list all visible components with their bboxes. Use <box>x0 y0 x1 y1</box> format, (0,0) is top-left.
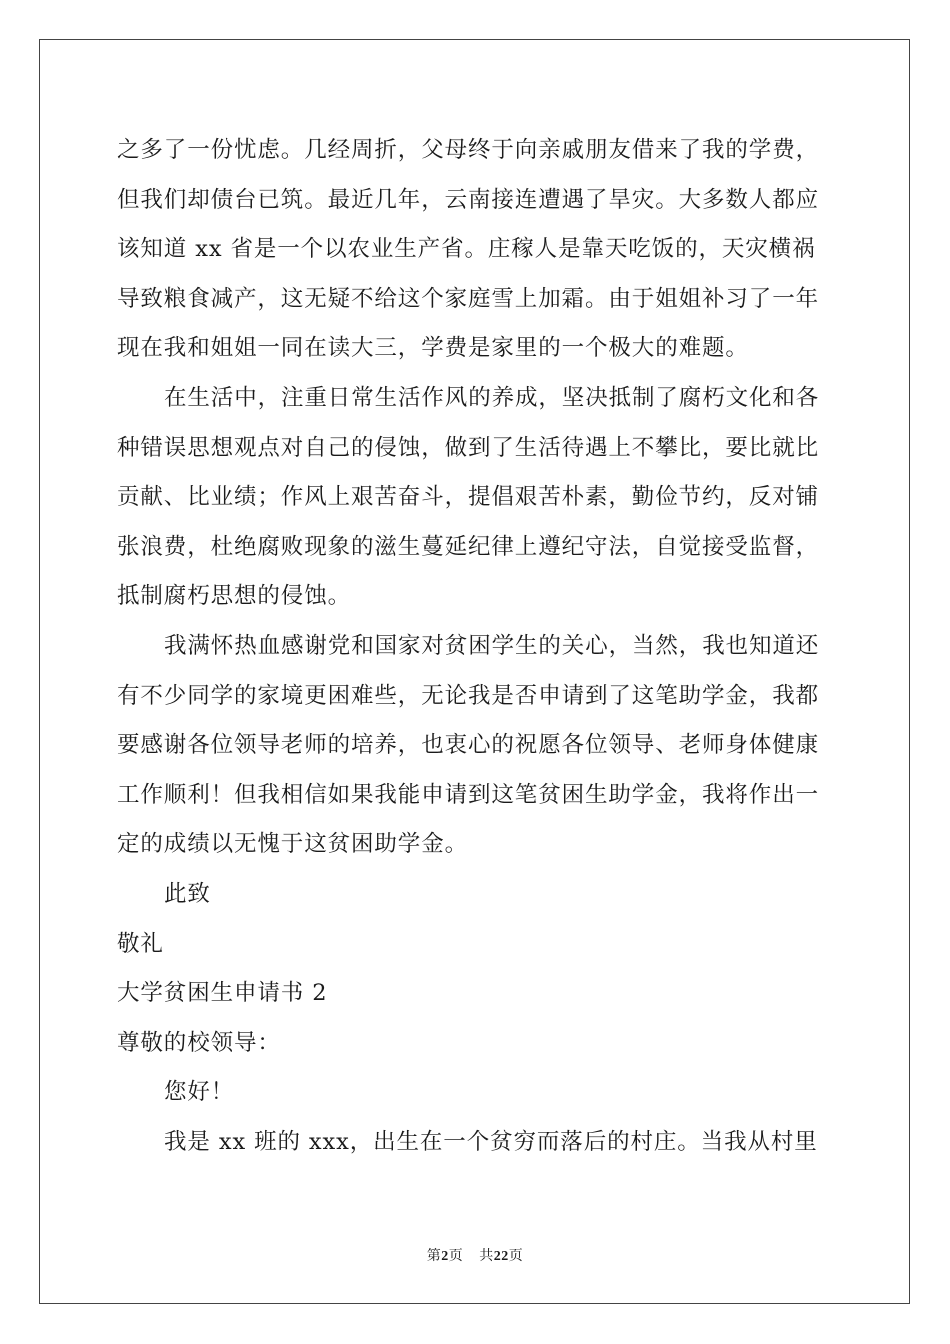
letter-greeting: 您好！ <box>164 1079 235 1106</box>
footer-page-number: 2 <box>441 1249 449 1264</box>
closing-regards: 敬礼 <box>117 930 164 957</box>
text-line: 工作顺利！但我相信如果我能申请到这笔贫困生助学金，我将作出一 <box>117 781 820 808</box>
paragraph-start-line: 我满怀热血感谢党和国家对贫困学生的关心，当然，我也知道还 <box>164 632 820 659</box>
closing-salutation: 此致 <box>164 880 211 907</box>
text-line: 贡献、比业绩；作风上艰苦奋斗，提倡艰苦朴素，勤俭节约，反对铺 <box>117 484 820 511</box>
text-line: 定的成绩以无愧于这贫困助学金。 <box>117 831 469 858</box>
footer-page-suffix: 页 <box>448 1248 464 1264</box>
text-line: 该知道 xx 省是一个以农业生产省。庄稼人是靠天吃饭的，天灾横祸 <box>117 236 816 263</box>
section-title: 大学贫困生申请书 2 <box>117 980 328 1007</box>
paragraph-start-line: 我是 xx 班的 xxx，出生在一个贫穷而落后的村庄。当我从村里 <box>164 1128 818 1155</box>
letter-addressee: 尊敬的校领导： <box>117 1029 281 1056</box>
document-body <box>117 126 833 1167</box>
text-line: 现在我和姐姐一同在读大三，学费是家里的一个极大的难题。 <box>117 335 749 362</box>
footer-total-prefix: 共 <box>479 1248 494 1264</box>
text-line: 种错误思想观点对自己的侵蚀，做到了生活待遇上不攀比，要比就比 <box>117 434 820 461</box>
text-line: 张浪费，杜绝腐败现象的滋生蔓延纪律上遵纪守法，自觉接受监督， <box>117 533 820 560</box>
text-line: 导致粮食减产，这无疑不给这个家庭雪上加霜。由于姐姐补习了一年 <box>117 285 820 312</box>
text-line: 要感谢各位领导老师的培养，也衷心的祝愿各位领导、老师身体健康 <box>117 732 820 759</box>
page-footer <box>0 1246 950 1267</box>
text-line: 之多了一份忧虑。几经周折，父母终于向亲戚朋友借来了我的学费， <box>117 137 820 163</box>
text-line: 但我们却债台已筑。最近几年，云南接连遭遇了旱灾。大多数人都应 <box>117 186 820 213</box>
footer-total-pages: 22 <box>493 1249 509 1264</box>
paragraph-start-line: 在生活中，注重日常生活作风的养成，坚决抵制了腐朽文化和各 <box>164 384 820 411</box>
text-line: 有不少同学的家境更困难些，无论我是否申请到了这笔助学金，我都 <box>117 682 820 709</box>
text-line: 抵制腐朽思想的侵蚀。 <box>117 583 352 610</box>
footer-total-suffix: 页 <box>508 1248 524 1264</box>
footer-page-prefix: 第 <box>426 1248 442 1264</box>
